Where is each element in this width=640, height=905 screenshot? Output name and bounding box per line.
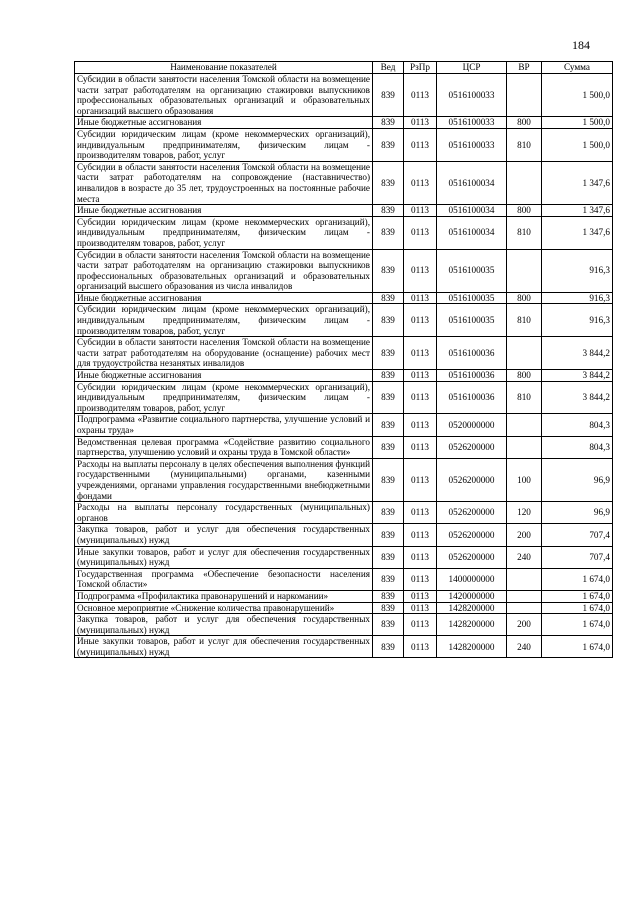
row-sum: 1 674,0 xyxy=(542,590,613,602)
table-row xyxy=(75,337,613,370)
row-csr: 1428200000 xyxy=(437,614,507,636)
row-csr: 0526200000 xyxy=(437,502,507,524)
row-name: Субсидии юридическим лицам (кроме некоммерческих организаций), индивидуальным предпринимателям, физическим лицам - производителям товаров, работ, услуг xyxy=(75,381,373,414)
row-rzpr: 0113 xyxy=(404,74,437,117)
row-name: Субсидии в области занятости населения Томской области на возмещение части затрат работодателям на организацию стажировки выпускников профессиональных образовательных организаций и образовательных организаций высшего образования xyxy=(75,74,373,117)
row-sum: 804,3 xyxy=(542,436,613,458)
row-name: Иные закупки товаров, работ и услуг для обеспечения государственных (муниципальных) нужд xyxy=(75,546,373,568)
table-row xyxy=(75,590,613,602)
table-row xyxy=(75,436,613,458)
row-rzpr: 0113 xyxy=(404,636,437,658)
row-ved: 839 xyxy=(373,292,404,304)
row-rzpr: 0113 xyxy=(404,337,437,370)
row-ved: 839 xyxy=(373,161,404,204)
row-ved: 839 xyxy=(373,128,404,161)
row-csr: 0516100035 xyxy=(437,249,507,292)
table-row xyxy=(75,414,613,436)
row-ved: 839 xyxy=(373,590,404,602)
row-rzpr: 0113 xyxy=(404,128,437,161)
row-ved: 839 xyxy=(373,546,404,568)
row-ved: 839 xyxy=(373,74,404,117)
row-sum: 916,3 xyxy=(542,304,613,337)
row-csr: 1428200000 xyxy=(437,636,507,658)
row-name: Закупка товаров, работ и услуг для обеспечения государственных (муниципальных) нужд xyxy=(75,524,373,546)
row-name: Закупка товаров, работ и услуг для обеспечения государственных (муниципальных) нужд xyxy=(75,614,373,636)
row-csr: 0516100036 xyxy=(437,381,507,414)
header-name: Наименование показателей xyxy=(75,62,373,74)
row-sum: 1 500,0 xyxy=(542,128,613,161)
row-vr xyxy=(507,436,542,458)
header-rzpr: РзПр xyxy=(404,62,437,74)
table-row xyxy=(75,636,613,658)
row-name: Иные бюджетные ассигнования xyxy=(75,205,373,217)
row-sum: 1 500,0 xyxy=(542,74,613,117)
row-rzpr: 0113 xyxy=(404,524,437,546)
row-sum: 707,4 xyxy=(542,524,613,546)
row-csr: 0520000000 xyxy=(437,414,507,436)
row-rzpr: 0113 xyxy=(404,304,437,337)
row-vr: 810 xyxy=(507,216,542,249)
row-name: Ведомственная целевая программа «Содействие развитию социального партнерства, улучшению условий и охраны труда в Томской области» xyxy=(75,436,373,458)
row-vr: 800 xyxy=(507,292,542,304)
table-row xyxy=(75,546,613,568)
row-vr xyxy=(507,414,542,436)
row-name: Иные бюджетные ассигнования xyxy=(75,370,373,382)
row-rzpr: 0113 xyxy=(404,502,437,524)
table-row xyxy=(75,161,613,204)
row-vr: 810 xyxy=(507,128,542,161)
row-csr: 0516100034 xyxy=(437,205,507,217)
row-rzpr: 0113 xyxy=(404,546,437,568)
row-ved: 839 xyxy=(373,117,404,129)
table-row xyxy=(75,502,613,524)
row-rzpr: 0113 xyxy=(404,568,437,590)
row-vr xyxy=(507,161,542,204)
row-vr: 100 xyxy=(507,458,542,501)
row-ved: 839 xyxy=(373,414,404,436)
row-sum: 916,3 xyxy=(542,249,613,292)
row-name: Субсидии в области занятости населения Томской области на возмещение части затрат работодателям на организацию стажировки выпускников профессиональных образовательных организаций и образовательных организаций высшего образования из числа инвалидов xyxy=(75,249,373,292)
table-row xyxy=(75,216,613,249)
row-sum: 96,9 xyxy=(542,458,613,501)
row-csr: 0516100034 xyxy=(437,216,507,249)
header-ved: Вед xyxy=(373,62,404,74)
row-rzpr: 0113 xyxy=(404,117,437,129)
row-rzpr: 0113 xyxy=(404,381,437,414)
row-csr: 0526200000 xyxy=(437,436,507,458)
row-vr xyxy=(507,602,542,614)
row-rzpr: 0113 xyxy=(404,414,437,436)
row-ved: 839 xyxy=(373,216,404,249)
row-csr: 0516100035 xyxy=(437,292,507,304)
row-rzpr: 0113 xyxy=(404,249,437,292)
row-rzpr: 0113 xyxy=(404,602,437,614)
row-ved: 839 xyxy=(373,370,404,382)
row-ved: 839 xyxy=(373,524,404,546)
table-row xyxy=(75,117,613,129)
table-row xyxy=(75,602,613,614)
table-row xyxy=(75,205,613,217)
row-sum: 1 500,0 xyxy=(542,117,613,129)
row-ved: 839 xyxy=(373,614,404,636)
row-vr: 800 xyxy=(507,370,542,382)
row-rzpr: 0113 xyxy=(404,161,437,204)
row-csr: 0516100034 xyxy=(437,161,507,204)
row-sum: 1 674,0 xyxy=(542,636,613,658)
row-sum: 1 674,0 xyxy=(542,614,613,636)
row-ved: 839 xyxy=(373,249,404,292)
page-number: 184 xyxy=(572,38,590,52)
table-row xyxy=(75,292,613,304)
row-sum: 1 347,6 xyxy=(542,161,613,204)
row-vr xyxy=(507,74,542,117)
row-rzpr: 0113 xyxy=(404,436,437,458)
header-vr: ВР xyxy=(507,62,542,74)
row-csr: 0526200000 xyxy=(437,546,507,568)
table-row xyxy=(75,74,613,117)
row-csr: 1428200000 xyxy=(437,602,507,614)
row-sum: 3 844,2 xyxy=(542,381,613,414)
row-rzpr: 0113 xyxy=(404,370,437,382)
row-sum: 1 347,6 xyxy=(542,216,613,249)
table-row xyxy=(75,249,613,292)
table-row xyxy=(75,458,613,501)
budget-table xyxy=(74,61,613,658)
table-header-row xyxy=(75,62,613,74)
row-csr: 0516100036 xyxy=(437,337,507,370)
table-row xyxy=(75,381,613,414)
row-name: Субсидии юридическим лицам (кроме некоммерческих организаций), индивидуальным предпринимателям, физическим лицам - производителям товаров, работ, услуг xyxy=(75,304,373,337)
row-vr xyxy=(507,590,542,602)
row-ved: 839 xyxy=(373,337,404,370)
row-csr: 0516100035 xyxy=(437,304,507,337)
table-row xyxy=(75,370,613,382)
table-row xyxy=(75,568,613,590)
row-ved: 839 xyxy=(373,458,404,501)
row-vr: 120 xyxy=(507,502,542,524)
row-rzpr: 0113 xyxy=(404,205,437,217)
table-row xyxy=(75,128,613,161)
row-name: Расходы на выплаты персоналу государственных (муниципальных) органов xyxy=(75,502,373,524)
row-name: Субсидии юридическим лицам (кроме некоммерческих организаций), индивидуальным предпринимателям, физическим лицам - производителям товаров, работ, услуг xyxy=(75,216,373,249)
table-row xyxy=(75,304,613,337)
row-name: Субсидии юридическим лицам (кроме некоммерческих организаций), индивидуальным предпринимателям, физическим лицам - производителям товаров, работ, услуг xyxy=(75,128,373,161)
row-name: Иные бюджетные ассигнования xyxy=(75,292,373,304)
row-ved: 839 xyxy=(373,205,404,217)
row-rzpr: 0113 xyxy=(404,458,437,501)
row-name: Иные бюджетные ассигнования xyxy=(75,117,373,129)
row-sum: 707,4 xyxy=(542,546,613,568)
row-vr: 810 xyxy=(507,381,542,414)
row-csr: 0516100033 xyxy=(437,74,507,117)
row-ved: 839 xyxy=(373,602,404,614)
row-name: Подпрограмма «Развитие социального партнерства, улучшение условий и охраны труда» xyxy=(75,414,373,436)
row-vr xyxy=(507,249,542,292)
row-vr: 800 xyxy=(507,205,542,217)
row-sum: 804,3 xyxy=(542,414,613,436)
row-vr xyxy=(507,337,542,370)
row-sum: 3 844,2 xyxy=(542,337,613,370)
row-name: Иные закупки товаров, работ и услуг для обеспечения государственных (муниципальных) нужд xyxy=(75,636,373,658)
row-sum: 1 674,0 xyxy=(542,602,613,614)
row-sum: 916,3 xyxy=(542,292,613,304)
row-ved: 839 xyxy=(373,436,404,458)
table-row xyxy=(75,524,613,546)
row-csr: 1420000000 xyxy=(437,590,507,602)
row-vr: 200 xyxy=(507,614,542,636)
row-sum: 96,9 xyxy=(542,502,613,524)
row-vr xyxy=(507,568,542,590)
row-ved: 839 xyxy=(373,568,404,590)
row-csr: 0516100033 xyxy=(437,117,507,129)
row-ved: 839 xyxy=(373,304,404,337)
table-row xyxy=(75,614,613,636)
row-name: Субсидии в области занятости населения Томской области на возмещение части затрат работодателям на сопровождение (наставничество) инвалидов в возрасте до 35 лет, трудоустроенных на постоянные рабочие места xyxy=(75,161,373,204)
row-name: Расходы на выплаты персоналу в целях обеспечения выполнения функций государственными (муниципальными) органами, казенными учреждениями, органами управления государственными внебюджетными фондами xyxy=(75,458,373,501)
row-rzpr: 0113 xyxy=(404,292,437,304)
row-vr: 240 xyxy=(507,546,542,568)
row-ved: 839 xyxy=(373,636,404,658)
row-sum: 1 674,0 xyxy=(542,568,613,590)
row-vr: 200 xyxy=(507,524,542,546)
row-csr: 1400000000 xyxy=(437,568,507,590)
row-rzpr: 0113 xyxy=(404,216,437,249)
row-csr: 0526200000 xyxy=(437,524,507,546)
row-ved: 839 xyxy=(373,381,404,414)
row-name: Подпрограмма «Профилактика правонарушений и наркомании» xyxy=(75,590,373,602)
row-vr: 240 xyxy=(507,636,542,658)
row-rzpr: 0113 xyxy=(404,590,437,602)
row-ved: 839 xyxy=(373,502,404,524)
row-vr: 800 xyxy=(507,117,542,129)
row-csr: 0526200000 xyxy=(437,458,507,501)
row-csr: 0516100033 xyxy=(437,128,507,161)
row-csr: 0516100036 xyxy=(437,370,507,382)
table-body xyxy=(75,74,613,658)
row-name: Основное мероприятие «Снижение количества правонарушений» xyxy=(75,602,373,614)
row-sum: 3 844,2 xyxy=(542,370,613,382)
row-name: Государственная программа «Обеспечение безопасности населения Томской области» xyxy=(75,568,373,590)
header-sum: Сумма xyxy=(542,62,613,74)
row-sum: 1 347,6 xyxy=(542,205,613,217)
row-name: Субсидии в области занятости населения Томской области на возмещение части затрат работодателям на оборудование (оснащение) рабочих мест для трудоустройства незанятых инвалидов xyxy=(75,337,373,370)
row-rzpr: 0113 xyxy=(404,614,437,636)
header-csr: ЦСР xyxy=(437,62,507,74)
row-vr: 810 xyxy=(507,304,542,337)
